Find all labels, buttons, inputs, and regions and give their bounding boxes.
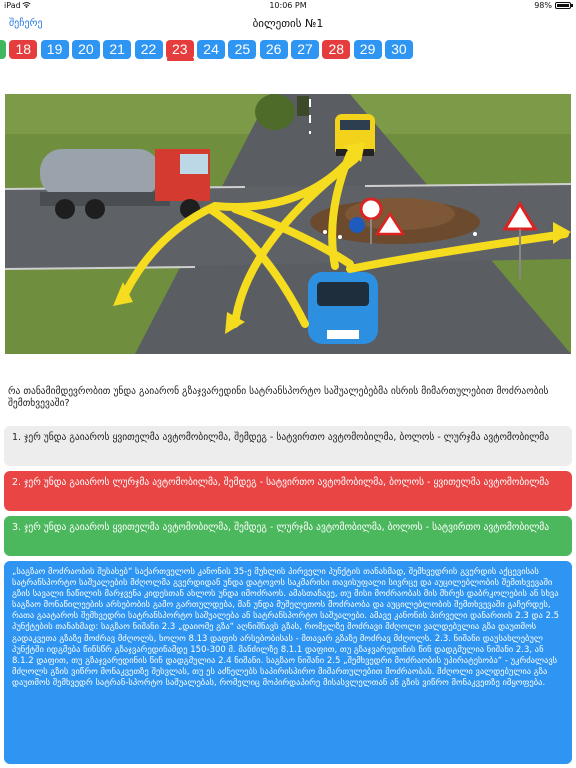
answer-option-3[interactable]: 3. ჯერ უნდა გაიაროს ყვითელმა ავტომობილმა, შემდეგ - ლურჯმა ავტომობილმა, ბოლოს - სატვირთო ავტომობილმა	[4, 516, 572, 556]
question-number-18[interactable]: 18	[9, 40, 37, 59]
page-title: ბილეთის №1	[252, 17, 324, 30]
question-text: რა თანამიმდევრობით უნდა გაიარონ გზაჯვარედინი სატრანსპორტო საშუალებებმა ისრის მიმართულებით მოძრაობის შემთხვევაში?	[8, 386, 549, 409]
carrier-label: iPad	[4, 1, 21, 10]
question-number-25[interactable]: 25	[228, 40, 256, 59]
question-number-22[interactable]: 22	[135, 40, 163, 59]
question-number-21[interactable]: 21	[103, 40, 131, 59]
question-number-strip	[0, 38, 576, 60]
nav-bar	[0, 12, 576, 38]
back-button[interactable]: შეჩერე	[9, 18, 43, 29]
question-number-26[interactable]: 26	[260, 40, 288, 59]
explanation-panel: „საგზაო მოძრაობის შესახებ“ საქართველოს კანონის 35-ე მუხლის პირველი პუნქტის თანახმად, შემხვედრის გვერდის აქცევისას სატრანსპორტო საშუალების მძღოლმა გვერდიდან უნდა დატოვოს საკმარისი თავისუფალი სივრცე და აუცილებლობის შემთხვევაში გზის სავალი ნაწილის მარჯვენა კიდესთან ახლოს უნდა იმოძრაოს. ამასთანავე, თუ მისი მოძრაობას მის მხრეს დაბრკოლების ან სხვა საგზაო მონაწილეების არსებობის გამო გართულდება, მან უნდა მუშელეთოს მოძრაობა და აუცილებლობის შემთხვევაში გაჩერდეს, რათა გაატაროს შემხვედრი სატრანსპორტო საშუალება ან სატრანსპორტო საშუალები. ამავე კანონის პირველი დანართის 2.3 და 2.5 პუნქტების თანახმად: საგზაო ნიშანი 2.3 „დაიომე გზა“ აღნიშნავს გზას, რომელზე მოძრავი მძღოლი ვალდებულია გზა დაუთმოს გადაკვეთა გზაზე მოძრავ მძღოლს, ხოლო 8.13 დაფის არსებობისას - მთავარ გზაზე მოძრავ მძღოლს. 2.3. ნიშანი დაუსახლებულ პუნქტში იდგმება წინსწრ გზაჯვარედინამდე 150-300 მ. მანძილზე 8.1.1 დაფით, თუ გზაჯვარედინის წინ დადგმულია ნიშანი 2.3, ან 8.1.2 დაფით, თუ გზაჯვარედინის წინ დადგმულია 2.4 ნიშანი. საგზაო ნიშანი 2.5 „შემხვედრი მოძრაობის უპირატესობა“ - უკრძალავს მძღოლს გზის ვიწრო მონაკვეთზე შესვლას, თუ ეს აძნელებს საპირისპირო მიმართულებით მოძრაობას. მძღოლი ვალდებულია გზა დაუთმოს შემხვედრ სატრან-სპორტო საშუალებას, რომელიც მოპირდაპირე მისასვლელთან ან გზის ვიწრო მონაკვეთზე იმყოფება.	[4, 561, 572, 764]
battery-icon	[555, 2, 571, 9]
answer-option-1[interactable]: 1. ჯერ უნდა გაიაროს ყვითელმა ავტომობილმა, შემდეგ - სატვირთო ავტომობილმა, ბოლოს - ლურჯმა ავტომობილმა	[4, 426, 572, 466]
question-number-30[interactable]: 30	[385, 40, 413, 59]
question-number-24[interactable]: 24	[197, 40, 225, 59]
question-illustration	[5, 94, 571, 354]
question-number-27[interactable]: 27	[291, 40, 319, 59]
question-number-29[interactable]: 29	[354, 40, 382, 59]
question-number-19[interactable]: 19	[41, 40, 69, 59]
question-number-prev[interactable]	[0, 40, 6, 59]
question-number-20[interactable]: 20	[72, 40, 100, 59]
status-bar	[0, 0, 576, 12]
battery-percent: 98%	[534, 1, 552, 10]
clock: 10:06 PM	[269, 1, 307, 10]
question-number-23[interactable]: 23	[166, 40, 194, 59]
active-question-indicator	[167, 58, 194, 61]
question-number-28[interactable]: 28	[322, 40, 350, 59]
answer-option-2[interactable]: 2. ჯერ უნდა გაიაროს ლურჯმა ავტომობილმა, შემდეგ - სატვირთო ავტომობილმა, ბოლოს - ყვითელმა ავტომობილმა	[4, 471, 572, 511]
